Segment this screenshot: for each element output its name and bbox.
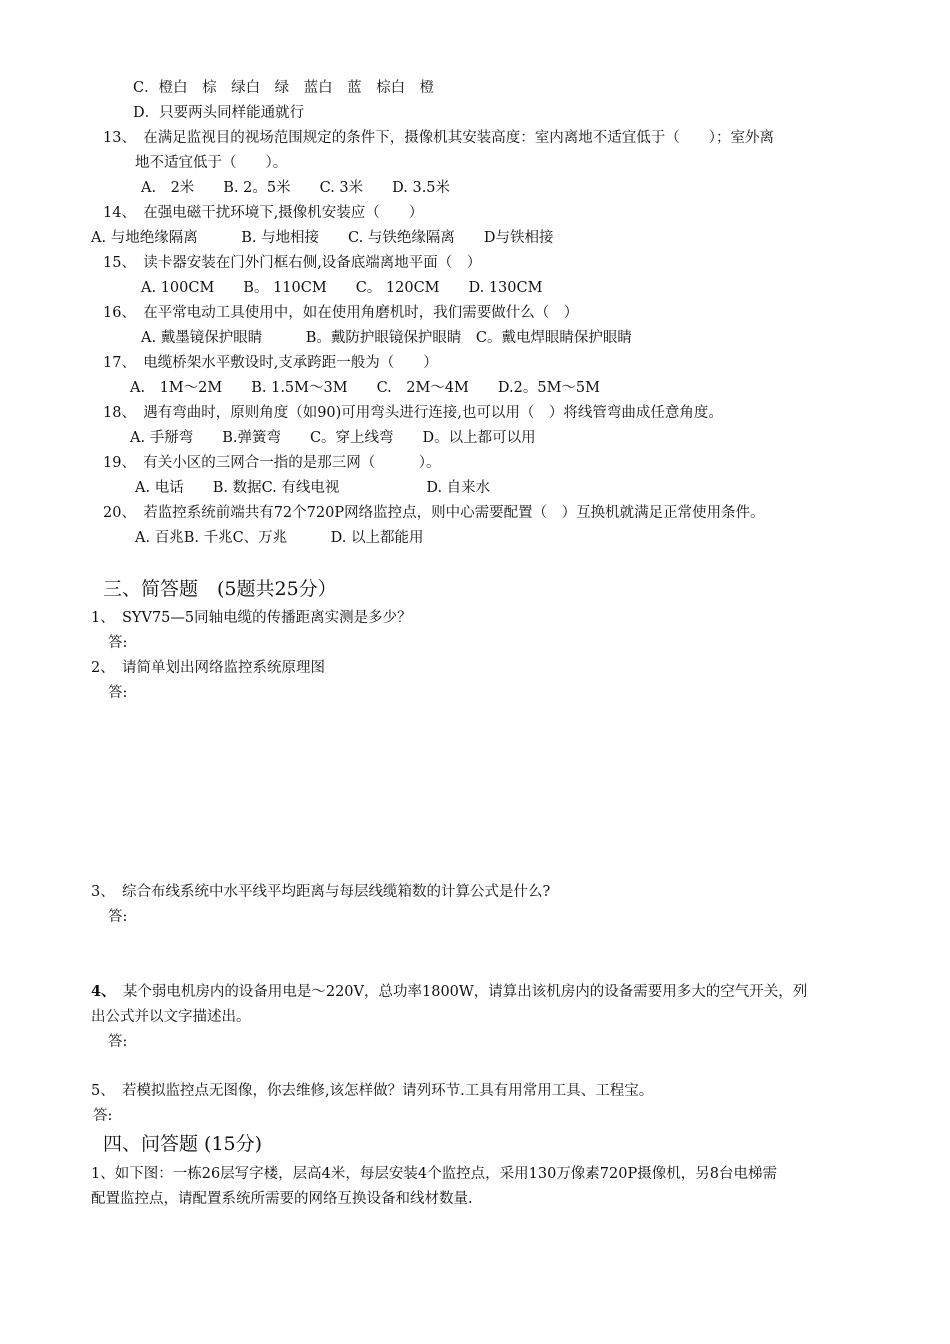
s3-q4-number: 4、 — [91, 983, 109, 1000]
s3-a1-label: 答: — [108, 635, 128, 651]
q19-stem: 19、 有关小区的三网合一指的是那三网（ ）。 — [103, 455, 441, 471]
q12-option-c: C．橙白 棕 绿白 绿 蓝白 蓝 棕白 橙 — [133, 80, 435, 96]
q14-options: A. 与地绝缘隔离 B. 与地相接 C. 与铁绝缘隔离 D与铁相接 — [91, 230, 554, 246]
q17-options: A. 1M～2M B. 1.5M～3M C. 2M～4M D.2。5M～5M — [130, 380, 600, 396]
s3-a5-label: 答: — [93, 1108, 113, 1124]
q19-options: A. 电话 B. 数据C. 有线电视 D. 自来水 — [135, 480, 491, 496]
s3-q3: 3、 综合布线系统中水平线平均距离与每层线缆箱数的计算公式是什么? — [91, 884, 551, 900]
s4-q1-line2: 配置监控点，请配置系统所需要的网络互换设备和线材数量. — [91, 1191, 473, 1207]
s3-q1: 1、 SYV75—5同轴电缆的传播距离实测是多少？ — [91, 610, 412, 626]
s3-q4-line1 — [91, 983, 807, 1001]
q20-options: A. 百兆B. 千兆C、万兆 D. 以上都能用 — [135, 530, 424, 546]
q14-stem: 14、 在强电磁干扰环境下,摄像机安装应（ ） — [103, 205, 424, 221]
s3-q4-line2: 出公式并以文字描述出。 — [91, 1009, 251, 1025]
q18-stem: 18、 遇有弯曲时，原则角度（如90)可用弯头进行连接,也可以用（ ）将线管弯曲成任意角度。 — [103, 405, 723, 421]
q15-options: A. 100CM B。 110CM C。 120CM D. 130CM — [141, 280, 543, 296]
s3-a2-label: 答: — [108, 685, 128, 701]
q12-option-d: D．只要两头同样能通就行 — [133, 105, 305, 121]
section4-title: 四、问答题 (15分) — [103, 1133, 263, 1155]
q16-options: A. 戴墨镜保护眼睛 B。戴防护眼镜保护眼睛 C。戴电焊眼睛保护眼睛 — [141, 330, 632, 346]
s3-q4-text: 某个弱电机房内的设备用电是～220V，总功率1800W，请算出该机房内的设备需要用多大的空气开关，列 — [108, 984, 808, 1000]
s4-q1-line1: 1、如下图：一栋26层写字楼，层高4米，每层安装4个监控点，采用130万像素720P摄像机，另8台电梯需 — [91, 1166, 777, 1182]
q16-stem: 16、 在平常电动工具使用中，如在使用角磨机时，我们需要做什么（ ） — [103, 305, 579, 321]
q15-stem: 15、 读卡器安装在门外门框右侧,设备底端离地平面（ ） — [103, 255, 482, 271]
q13-stem-line1: 13、 在满足监视目的视场范围规定的条件下，摄像机其安装高度：室内离地不适宜低于（ ）；室外离 — [103, 130, 774, 146]
q17-stem: 17、 电缆桥架水平敷设时,支承跨距一般为（ ） — [103, 355, 438, 371]
q20-stem: 20、 若监控系统前端共有72个720P网络监控点，则中心需要配置（ ）互换机就满足正常使用条件。 — [103, 505, 765, 521]
s3-q5: 5、 若模拟监控点无图像，你去维修,该怎样做？请列环节.工具有用常用工具、工程宝。 — [91, 1083, 654, 1099]
section3-title: 三、简答题 (5题共25分） — [103, 578, 337, 600]
s3-q2: 2、 请简单划出网络监控系统原理图 — [91, 660, 325, 676]
q18-options: A. 手掰弯 B.弹簧弯 C。穿上线弯 D。以上都可以用 — [130, 430, 536, 446]
s3-a4-label: 答: — [108, 1034, 128, 1050]
q13-options: A. 2米 B. 2。5米 C. 3米 D. 3.5米 — [141, 180, 451, 196]
q13-stem-line2: 地不适宜低于（ ）。 — [135, 155, 288, 171]
s3-a3-label: 答: — [108, 909, 128, 925]
